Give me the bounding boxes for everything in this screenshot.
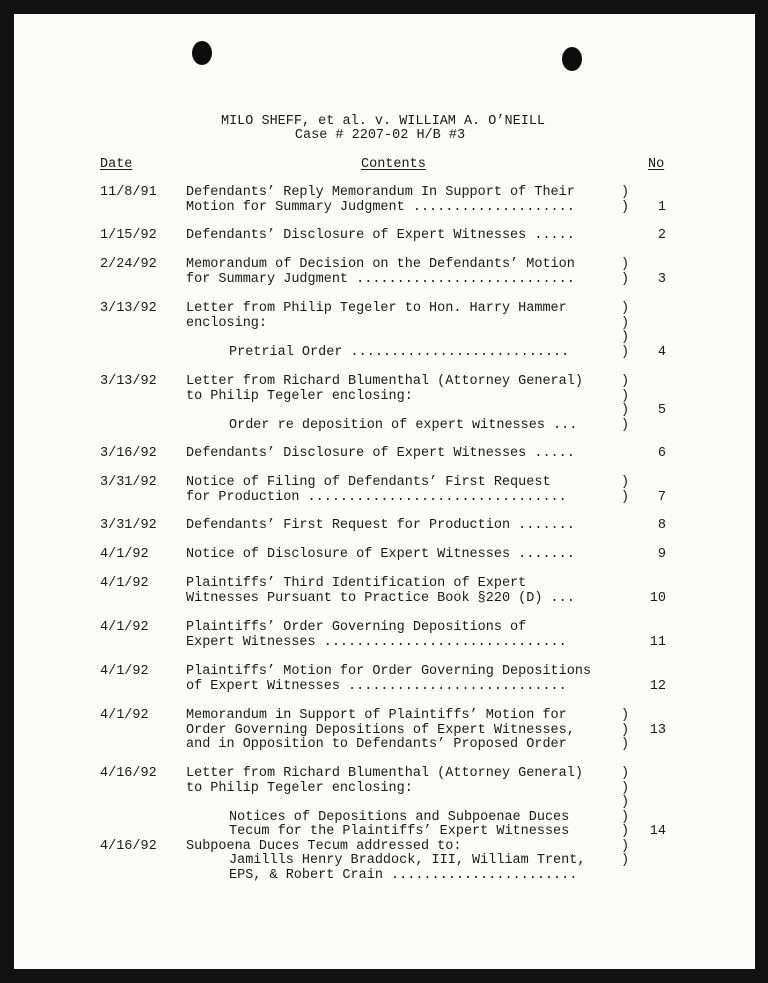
entry-description-line: Letter from Philip Tegeler to Hon. Harry Hammer [186,301,567,316]
entry-description-line: of Expert Witnesses ........................... [186,678,567,694]
entry-description-line: enclosing: [186,315,268,331]
entry-description-line: Plaintiffs’ Order Governing Depositions of [186,620,527,635]
entry-date: 11/8/91 [100,185,157,200]
entry-date: 4/1/92 [100,620,149,635]
bracket-mark: ) [621,271,630,287]
entry-description-line: Defendants’ Disclosure of Expert Witnesses ..... [186,228,575,243]
entry-number: 4 [657,344,666,360]
entry-number: 6 [657,446,666,461]
bracket-mark: ) [621,780,630,796]
date-column-header: Date [100,157,133,172]
entry-number: 10 [649,590,666,606]
entry-description-line: to Philip Tegeler enclosing: [186,388,413,404]
entry-description-line: Defendants’ First Request for Production ....... [186,518,575,533]
entry-number: 8 [657,518,666,533]
entry-number: 12 [649,678,666,694]
entry-description-line [186,404,583,419]
entry-description-line: to Philip Tegeler enclosing: [186,780,413,796]
bracket-mark: ) [621,722,630,738]
entry-date: 4/1/92 [100,576,149,591]
entry-description-line [186,796,585,811]
entry-description-line: and in Opposition to Defendants’ Proposed Order [186,737,567,752]
entry-number: 1 [657,199,666,215]
bracket-mark [621,869,629,884]
entry-description [186,621,567,650]
bracket-mark: ) [621,388,630,404]
entry-number: 11 [649,634,666,650]
case-title: MILO SHEFF, et al. v. WILLIAM A. O’NEILL [220,114,546,129]
entry-number: 13 [649,722,666,738]
bracket-mark: ) [621,403,630,418]
bracket-mark: ) [621,766,630,781]
bracket-mark: ) [621,853,630,868]
bracket-mark: ) [621,344,630,360]
entry-description-line: Plaintiffs’ Third Identification of Expert [186,576,527,591]
entry-date: 3/16/92 [100,446,157,461]
entry-brackets [621,476,629,505]
entry-number: 3 [657,271,666,287]
bracket-mark: ) [621,417,630,433]
entry-date: 3/31/92 [100,518,157,533]
entry-brackets [621,709,629,753]
bracket-mark: ) [621,199,630,215]
punch-hole-left [192,41,212,65]
bracket-mark: ) [621,838,630,854]
punch-hole-right [562,47,582,71]
entry-description [186,519,575,534]
entry-date: 3/31/92 [100,475,157,490]
entry-description-line: Jamillls Henry Braddock, III, William Trent, [229,853,586,868]
entry-date: 3/13/92 [100,301,157,316]
bracket-mark: ) [621,257,630,272]
entry-number: 14 [649,824,666,839]
entry-date: 4/1/92 [100,708,149,723]
entry-description [186,476,567,505]
entry-description-line: Order Governing Depositions of Expert Witnesses, [186,722,575,738]
entry-description-line: Letter from Richard Blumenthal (Attorney General) [186,766,583,781]
entry-description-line [186,331,569,346]
entry-number: 5 [657,403,666,418]
entry-description [186,548,575,563]
entry-date: 4/1/92 [100,664,149,679]
bracket-mark: ) [621,185,630,200]
bracket-mark: ) [621,708,630,723]
entry-description-line: Memorandum in Support of Plaintiffs’ Motion for [186,708,567,723]
bracket-mark: ) [621,489,630,505]
entry-brackets [621,258,629,287]
case-number: Case # 2207-02 H/B #3 [294,128,466,143]
bracket-mark: ) [621,824,630,839]
entry-description [186,186,575,215]
entry-description-line: Notice of Disclosure of Expert Witnesses ....... [186,547,575,562]
entry-brackets [621,767,629,883]
entry-description [186,709,575,753]
entry-date: 1/15/92 [100,228,157,243]
entry-description [186,665,591,694]
entry-brackets [621,186,629,215]
bracket-mark: ) [621,737,630,752]
number-column-header: No [648,157,665,172]
entry-number: 9 [657,547,666,562]
bracket-mark: ) [621,374,630,389]
entry-description [186,302,569,360]
entry-description-line: for Summary Judgment ........................... [186,271,575,287]
entry-description-line: Subpoena Duces Tecum addressed to: [186,838,462,854]
entry-description [186,258,575,287]
contents-column-header: Contents [361,157,426,172]
entry-date-extra: 4/16/92 [100,839,157,854]
entry-description-line: Witnesses Pursuant to Practice Book §220 (D) ... [186,590,575,606]
bracket-mark: ) [621,795,630,810]
entry-number: 2 [657,228,666,243]
entry-description-line: Expert Witnesses .............................. [186,634,567,650]
entry-description-line: Motion for Summary Judgment .................... [186,199,575,215]
bracket-mark: ) [621,301,630,316]
entry-brackets [621,302,629,360]
entry-description-line: Pretrial Order ........................... [229,344,570,360]
entry-date: 4/1/92 [100,547,149,562]
entry-number: 7 [657,489,666,505]
entry-date: 3/13/92 [100,374,157,389]
entry-description-line: Notice of Filing of Defendants’ First Request [186,475,551,490]
bracket-mark: ) [621,475,630,490]
entry-date: 4/16/92 [100,766,157,781]
entry-description [186,767,585,883]
entry-description-line: Letter from Richard Blumenthal (Attorney General) [186,374,583,389]
entry-description [186,447,575,462]
entry-description [186,229,575,244]
entry-description-line: Memorandum of Decision on the Defendants’ Motion [186,257,575,272]
entry-date: 2/24/92 [100,257,157,272]
entry-description-line: Notices of Depositions and Subpoenae Duces [229,809,570,825]
entry-description [186,577,575,606]
entry-description-line: Order re deposition of expert witnesses ... [229,417,578,433]
bracket-mark: ) [621,315,630,331]
entry-description-line: Defendants’ Reply Memorandum In Support of Their [186,185,575,200]
entry-description-line: Tecum for the Plaintiffs’ Expert Witnesses [229,824,570,839]
entry-description [186,375,583,433]
bracket-mark: ) [621,809,630,825]
entry-description-line: for Production ................................ [186,489,567,505]
entry-description-line: EPS, & Robert Crain ....................... [229,867,578,883]
bracket-mark: ) [621,330,630,345]
entry-description-line: Defendants’ Disclosure of Expert Witnesses ..... [186,446,575,461]
entry-brackets [621,375,629,433]
entry-description-line: Plaintiffs’ Motion for Order Governing Depositions [186,664,592,679]
